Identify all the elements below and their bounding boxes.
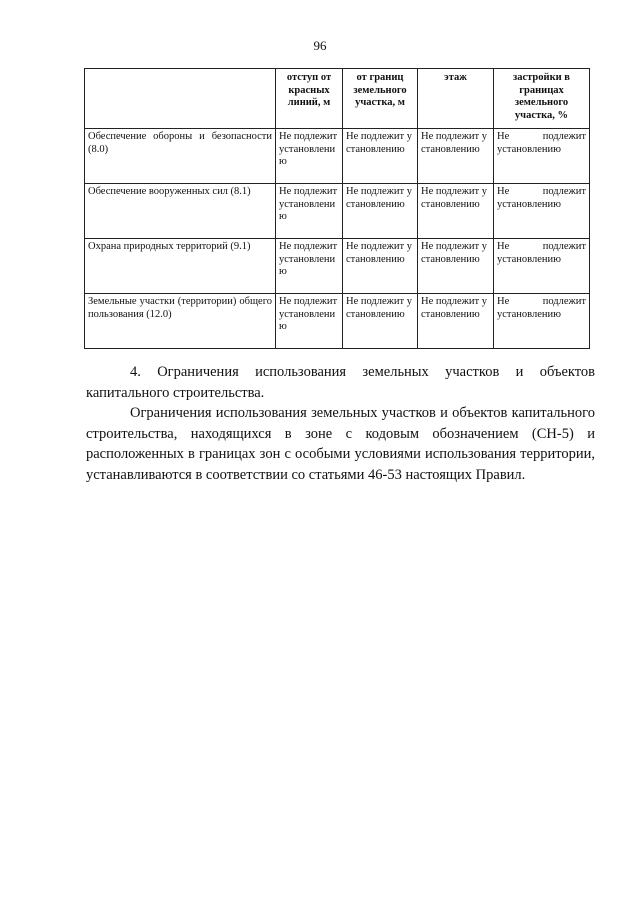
cell-plot-borders: Не подлежит установлению [343, 184, 418, 239]
cell-red-lines: Не подлежит установлению [276, 184, 343, 239]
header-floors: этаж [418, 69, 494, 129]
header-use [85, 69, 276, 129]
regulations-table [84, 68, 590, 349]
cell-coverage: Не подлежит установлению [494, 239, 590, 294]
header-plot-borders: от границ земельного участка, м [343, 69, 418, 129]
cell-floors: Не подлежит установлению [418, 239, 494, 294]
cell-red-lines: Не подлежит установлению [276, 129, 343, 184]
cell-coverage: Не подлежит установлению [494, 129, 590, 184]
table-row [85, 129, 590, 184]
cell-floors: Не подлежит установлению [418, 184, 494, 239]
table-header-row [85, 69, 590, 129]
cell-use: Охрана природных территорий (9.1) [85, 239, 276, 294]
cell-plot-borders: Не подлежит установлению [343, 294, 418, 349]
cell-use: Земельные участки (территории) общего пользования (12.0) [85, 294, 276, 349]
cell-use: Обеспечение обороны и безопасности (8.0) [85, 129, 276, 184]
table-row [85, 294, 590, 349]
cell-plot-borders: Не подлежит установлению [343, 129, 418, 184]
header-coverage: застройки в границах земельного участка, % [494, 69, 590, 129]
table-row [85, 184, 590, 239]
page-number: 96 [313, 38, 327, 53]
restrictions-section [86, 362, 595, 486]
section-heading: 4. Ограничения использования земельных участков и объектов капитального строительства. [86, 364, 595, 401]
header-red-lines: отступ от красных линий, м [276, 69, 343, 129]
cell-red-lines: Не подлежит установлению [276, 294, 343, 349]
cell-coverage: Не подлежит установлению [494, 184, 590, 239]
cell-plot-borders: Не подлежит установлению [343, 239, 418, 294]
cell-use: Обеспечение вооруженных сил (8.1) [85, 184, 276, 239]
cell-floors: Не подлежит установлению [418, 129, 494, 184]
cell-floors: Не подлежит установлению [418, 294, 494, 349]
cell-coverage: Не подлежит установлению [494, 294, 590, 349]
table-row [85, 239, 590, 294]
section-body: Ограничения использования земельных участков и объектов капитального строительства, находящихся в зоне с кодовым обозначением (СН-5) и расположенных в границах зон с особыми условиями использования территории, устанавливаются в соответствии со статьями 46-53 настоящих Правил. [86, 405, 595, 483]
cell-red-lines: Не подлежит установлению [276, 239, 343, 294]
